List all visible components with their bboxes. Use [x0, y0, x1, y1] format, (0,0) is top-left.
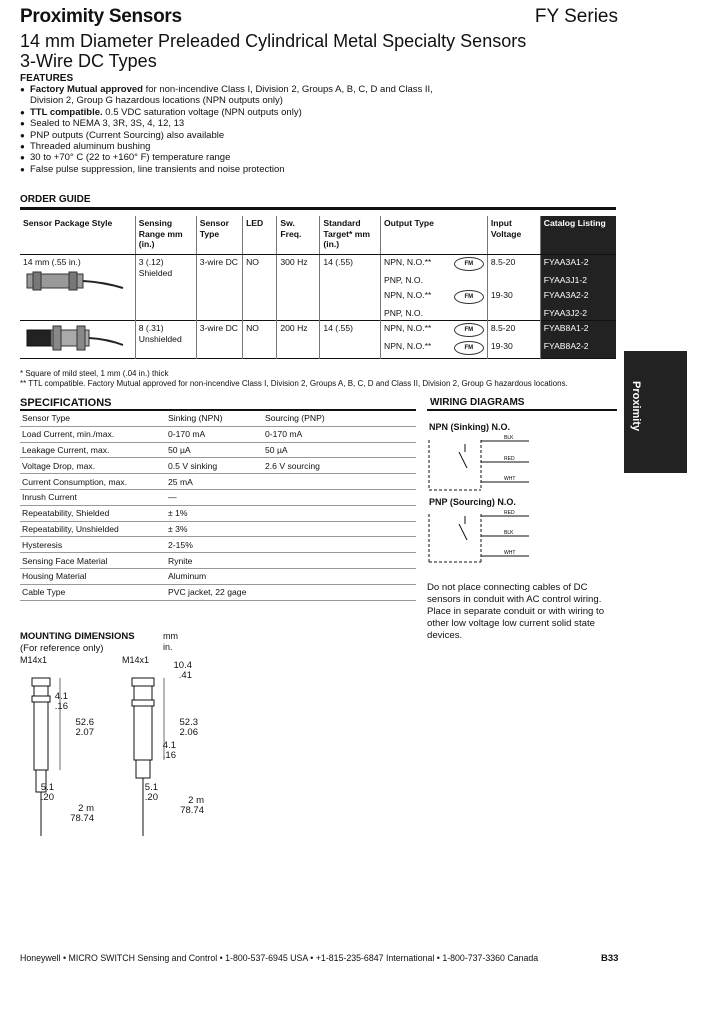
output-type-cell: [380, 321, 487, 340]
order-guide-row: [20, 321, 616, 340]
spec-cell: —: [166, 489, 263, 505]
package-size: 14 mm (.55 in.): [23, 257, 81, 267]
order-range-cell: 3 (.12) Shielded: [135, 255, 196, 321]
left-dim-1: 4.1 .16: [54, 691, 68, 712]
fm-approved-logo: FM: [454, 257, 484, 271]
order-led-cell: NO: [243, 321, 277, 359]
spec-row: [20, 426, 416, 442]
feature-item: [20, 152, 440, 163]
spec-cell: ± 3%: [166, 521, 263, 537]
feature-item: [20, 141, 440, 152]
catalog-listing-cell: FYAB8A1-2: [540, 321, 616, 340]
output-row: [384, 308, 484, 319]
feature-text: Threaded aluminum bushing: [30, 141, 151, 153]
left-thread-label: M14x1: [20, 655, 48, 665]
spec-row: [20, 553, 416, 569]
order-type-cell: 3-wire DC: [196, 255, 242, 321]
spec-cell: Sinking (NPN): [166, 411, 263, 426]
spec-row: [20, 584, 416, 600]
pnp-title: PNP (Sourcing) N.O.: [429, 497, 516, 507]
page-title: Proximity Sensors: [20, 6, 182, 27]
feature-highlight: Factory Mutual approved: [30, 84, 143, 95]
output-type-cell: [380, 273, 487, 288]
npn-wire-label-3: WHT: [504, 476, 516, 482]
unit-mm: mm: [163, 631, 178, 641]
spec-row: [20, 489, 416, 505]
wiring-rule: [427, 409, 617, 411]
input-voltage-cell: 19-30: [487, 339, 540, 358]
right-dim-3: 5.1 .20: [144, 782, 158, 803]
note-2: ** TTL compatible. Factory Mutual approved for non-incendive Class I, Division 2, Groups A, B, C, D and Class II, Division 2, Group G hazardous locations.: [20, 379, 568, 388]
npn-wire-label-1: BLK: [504, 435, 514, 441]
output-type: PNP, N.O.: [383, 275, 423, 285]
feature-text: 0.5 VDC saturation voltage (NPN outputs only): [102, 106, 302, 118]
series-label: FY Series: [534, 6, 618, 27]
footer-contact: Honeywell • MICRO SWITCH Sensing and Control • 1-800-537-6945 USA • +1-815-235-6847 International • 1-800-737-3360 Canada: [20, 953, 539, 963]
spec-cell: Sensor Type: [20, 411, 166, 426]
spec-cell: Sensing Face Material: [20, 553, 166, 569]
spec-cell: [263, 489, 416, 505]
order-freq-cell: 200 Hz: [277, 321, 320, 359]
spec-cell: Repeatability, Unshielded: [20, 521, 166, 537]
spec-cell: Current Consumption, max.: [20, 474, 166, 490]
output-type: PNP, N.O.: [383, 307, 423, 318]
order-target-cell: 14 (.55): [320, 255, 381, 321]
spec-cell: Hysteresis: [20, 537, 166, 553]
output-type: NPN, N.O.**: [383, 257, 432, 267]
right-thread-label: M14x1: [122, 655, 150, 665]
unit-in: in.: [163, 642, 173, 652]
wiring-caution: Do not place connecting cables of DC sensors in conduit with AC control wiring. Place in separate conduit or with wiring to other low voltage low current solid state devices.: [427, 582, 605, 641]
right-dim-2: 52.3 2.06: [179, 717, 198, 738]
spec-cell: Leakage Current, max.: [20, 442, 166, 458]
order-guide-row: [20, 255, 616, 274]
feature-text: False pulse suppression, line transients and noise protection: [30, 163, 285, 175]
spec-cell: Housing Material: [20, 568, 166, 584]
input-voltage-cell: 8.5-20: [487, 255, 540, 274]
feature-item: [20, 84, 440, 107]
spec-row: [20, 505, 416, 521]
package-style-cell: [20, 255, 135, 321]
subtitle-line-2: 3-Wire DC Types: [20, 51, 157, 71]
mounting-subheading: (For reference only): [20, 643, 104, 654]
input-voltage-cell: [487, 306, 540, 321]
spec-cell: 0.5 V sinking: [166, 458, 263, 474]
left-nut-top: [32, 678, 50, 686]
subtitle-line-1: 14 mm Diameter Preleaded Cylindrical Metal Specialty Sensors: [20, 31, 527, 51]
order-range-cell: 8 (.31) Unshielded: [135, 321, 196, 359]
feature-text: 30 to +70° C (22 to +160° F) temperature range: [30, 152, 231, 164]
fm-approved-logo: FM: [454, 341, 484, 355]
order-guide-col-header: Sensing Range mm (in.): [135, 216, 196, 255]
order-led-cell: NO: [243, 255, 277, 321]
spec-row: [20, 521, 416, 537]
output-row: [384, 290, 484, 304]
catalog-listing-cell: FYAB8A2-2: [540, 339, 616, 358]
feature-item: [20, 107, 440, 118]
right-dim-1: 4.1 .16: [162, 740, 176, 761]
output-row: [384, 275, 484, 286]
pnp-wire-label-1: RED: [504, 510, 515, 516]
left-dim-3: 5.1 .20: [40, 782, 54, 803]
fm-approved-logo: FM: [454, 290, 484, 304]
input-voltage-cell: 8.5-20: [487, 321, 540, 340]
order-type-cell: 3-wire DC: [196, 321, 242, 359]
spec-cell: [263, 553, 416, 569]
right-cable-gland: [136, 760, 150, 778]
pnp-switch: [459, 524, 467, 540]
output-type-cell: [380, 255, 487, 274]
wiring-heading: WIRING DIAGRAMS: [430, 397, 525, 408]
order-guide-col-header: Catalog Listing: [540, 216, 616, 255]
order-guide-heading: ORDER GUIDE: [20, 194, 91, 205]
sensor-photo: [23, 323, 132, 356]
spec-cell: 50 µA: [166, 442, 263, 458]
feature-text: Sealed to NEMA 3, 3R, 3S, 4, 12, 13: [30, 118, 185, 130]
right-dim-width: 10.4 .41: [173, 660, 192, 681]
order-guide-notes: [20, 369, 620, 389]
spec-cell: [263, 505, 416, 521]
left-dim-4: 2 m 78.74: [70, 803, 94, 824]
sensor-photo: [23, 268, 132, 299]
spec-row: [20, 568, 416, 584]
right-nut-bottom: [132, 700, 154, 706]
order-guide-table: [20, 216, 616, 359]
page-number: B33: [601, 953, 619, 964]
spec-cell: Cable Type: [20, 584, 166, 600]
output-row: [384, 323, 484, 337]
order-guide-header-row: [20, 216, 616, 255]
feature-text: for non-incendive Class I, Division 2, Groups A, B, C, D and Class II, Division 2, Group G hazardous locations (NPN outputs only): [30, 84, 433, 107]
catalog-listing-cell: FYAA3A2-2: [540, 288, 616, 306]
feature-highlight: TTL compatible.: [30, 106, 103, 118]
npn-switch: [459, 452, 467, 468]
spec-row: [20, 474, 416, 490]
spec-cell: Sourcing (PNP): [263, 411, 416, 426]
spec-row: [20, 537, 416, 553]
order-guide-col-header: Output Type: [380, 216, 487, 255]
specifications-heading: SPECIFICATIONS: [20, 397, 112, 409]
fm-approved-logo: FM: [454, 323, 484, 337]
spec-cell: Load Current, min./max.: [20, 426, 166, 442]
npn-wiring-diagram: [429, 432, 619, 492]
input-voltage-cell: 19-30: [487, 288, 540, 306]
pnp-wire-label-2: BLK: [504, 530, 514, 536]
specifications-table: [20, 411, 416, 601]
right-nut-top: [132, 678, 154, 686]
input-voltage-cell: [487, 273, 540, 288]
spec-cell: 25 mA: [166, 474, 263, 490]
spec-cell: 50 µA: [263, 442, 416, 458]
feature-item: [20, 164, 440, 175]
package-style-cell: [20, 321, 135, 359]
output-type-cell: [380, 339, 487, 358]
mounting-heading: MOUNTING DIMENSIONS: [20, 631, 135, 642]
order-guide-col-header: Sensor Package Style: [20, 216, 135, 255]
output-type-cell: [380, 306, 487, 321]
output-type: NPN, N.O.**: [383, 289, 432, 300]
catalog-listing-cell: FYAA3J1-2: [540, 273, 616, 288]
spec-cell: 0-170 mA: [263, 426, 416, 442]
spec-cell: [263, 584, 416, 600]
feature-item: [20, 118, 440, 129]
order-freq-cell: 300 Hz: [277, 255, 320, 321]
spec-row: [20, 442, 416, 458]
spec-cell: 0-170 mA: [166, 426, 263, 442]
output-type-cell: [380, 288, 487, 306]
feature-item: [20, 130, 440, 141]
spec-cell: PVC jacket, 22 gage: [166, 584, 263, 600]
features-heading: FEATURES: [20, 73, 74, 84]
right-dim-4: 2 m 78.74: [180, 795, 204, 816]
spec-cell: Inrush Current: [20, 489, 166, 505]
order-guide-col-header: LED: [243, 216, 277, 255]
order-guide-rule: [20, 207, 616, 210]
feature-text: PNP outputs (Current Sourcing) also available: [30, 129, 225, 141]
spec-row: [20, 458, 416, 474]
spec-cell: [263, 537, 416, 553]
spec-row: [20, 411, 416, 426]
npn-wire-label-2: RED: [504, 456, 515, 462]
spec-cell: ± 1%: [166, 505, 263, 521]
pnp-wiring-diagram: [429, 508, 619, 568]
spec-cell: [263, 474, 416, 490]
output-row: [384, 257, 484, 271]
spec-cell: Voltage Drop, max.: [20, 458, 166, 474]
spec-cell: Repeatability, Shielded: [20, 505, 166, 521]
spec-cell: [263, 521, 416, 537]
order-guide-col-header: Standard Target* mm (in.): [320, 216, 381, 255]
section-tab: [624, 351, 687, 473]
section-tab-label: Proximity: [630, 381, 642, 432]
output-type: NPN, N.O.**: [383, 341, 432, 352]
pnp-wire-label-3: WHT: [504, 550, 516, 556]
order-guide-col-header: Sensor Type: [196, 216, 242, 255]
spec-cell: 2-15%: [166, 537, 263, 553]
note-1: * Square of mild steel, 1 mm (.04 in.) thick: [20, 369, 169, 378]
order-guide-col-header: Input Voltage: [487, 216, 540, 255]
spec-cell: Rynite: [166, 553, 263, 569]
left-dim-2: 52.6 2.07: [75, 717, 94, 738]
spec-cell: [263, 568, 416, 584]
spec-cell: 2.6 V sourcing: [263, 458, 416, 474]
order-target-cell: 14 (.55): [320, 321, 381, 359]
catalog-listing-cell: FYAA3J2-2: [540, 306, 616, 321]
catalog-listing-cell: FYAA3A1-2: [540, 255, 616, 274]
output-type: NPN, N.O.**: [383, 323, 432, 333]
order-guide-col-header: Sw. Freq.: [277, 216, 320, 255]
spec-cell: Aluminum: [166, 568, 263, 584]
output-row: [384, 341, 484, 355]
features-list: [20, 84, 440, 175]
npn-title: NPN (Sinking) N.O.: [429, 422, 510, 432]
